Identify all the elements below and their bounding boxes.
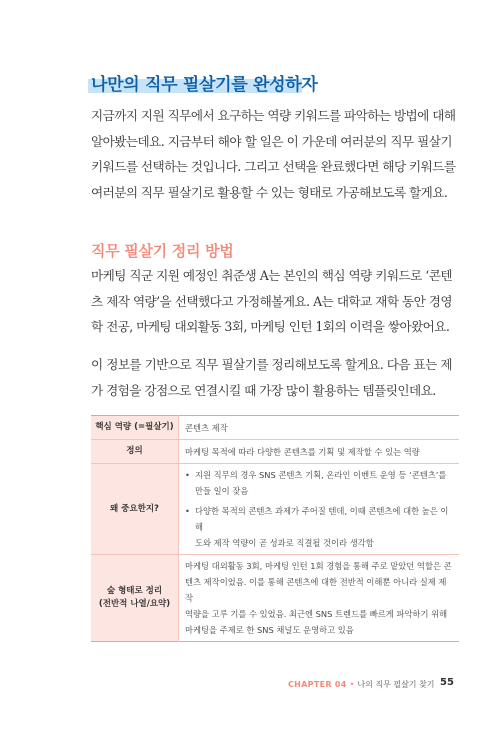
- example-line: 학 전공, 마케팅 대외활동 3회, 마케팅 인턴 1회의 이력을 쌓아왔어요.: [91, 319, 450, 334]
- example-paragraph: [91, 263, 452, 340]
- table-row: [91, 416, 459, 440]
- chapter-label: CHAPTER 04: [288, 680, 347, 689]
- row-value: [179, 464, 460, 555]
- template-intro-paragraph: [91, 352, 452, 403]
- intro-paragraph: [91, 103, 456, 205]
- skill-template-table: [91, 415, 459, 642]
- intro-line: 여러분의 직무 필살기로 활용할 수 있는 형태로 가공해보도록 할게요.: [91, 184, 448, 200]
- example-line: 마케팅 직군 지원 예정인 취준생 A는 본인의 핵심 역량 키워드로 ‘콘텐: [91, 268, 452, 283]
- section-title: 나만의 직무 필살기를 완성하자: [91, 75, 318, 95]
- row-label: 정의: [91, 440, 179, 464]
- subsection-title: 직무 필살기 정리 방법: [91, 242, 234, 260]
- row-label: 숲 형태로 정리 (전반적 나열/요약): [91, 555, 179, 642]
- table-row: [91, 555, 459, 642]
- template-intro-line: 이 정보를 기반으로 직무 필살기를 정리해보도록 할게요. 다음 표는 제: [91, 357, 452, 372]
- bullet-item: • 다양한 목적의 콘텐츠 과제가 주어질 텐데, 이때 콘텐츠에 대한 높은 이해 도와 제작 역량이 곧 성과로 직결될 것이라 생각함: [185, 503, 453, 551]
- example-line: 츠 제작 역량’을 선택했다고 가정해볼게요. A는 대학교 재학 동안 경영: [91, 293, 452, 309]
- row-value: 마케팅 대외활동 3회, 마케팅 인턴 1회 경험을 통해 주로 맡았던 역할은 콘 텐츠 제작이었음. 이를 통해 콘텐츠에 대한 전반적 이해뿐 아니라 실제 제작 역량을 고루 기를 수 있었음. 최근엔 SNS 트렌드를 빠르게 파악하기 위해 마케팅을 주제로 한 SNS 채널도 운영하고 있음: [185, 561, 452, 635]
- template-intro-line: 가 경험을 강점으로 연결시킬 때 가장 많이 활용하는 템플릿인데요.: [91, 382, 436, 398]
- row-value: 마케팅 목적에 따라 다양한 콘텐츠를 기획 및 제작할 수 있는 역량: [179, 440, 460, 464]
- intro-line: 지금까지 지원 직무에서 요구하는 역량 키워드를 파악하는 방법에 대해: [91, 108, 456, 123]
- running-footer: [288, 679, 435, 690]
- table-row: [91, 440, 459, 464]
- row-value: 콘텐츠 제작: [179, 416, 460, 440]
- intro-line: 알아봤는데요. 지금부터 해야 할 일은 이 가운데 여러분의 직무 필살기: [91, 133, 452, 149]
- table-row: [91, 464, 459, 555]
- row-label: 왜 중요한지?: [91, 464, 179, 555]
- bullet-dot-icon: •: [185, 506, 190, 516]
- bullet-dot-icon: •: [185, 470, 190, 480]
- chapter-title: 나의 직무 필살기 찾기: [357, 680, 435, 689]
- section-title-wrap: [91, 70, 317, 95]
- page-number: 55: [440, 677, 454, 688]
- row-label: 핵심 역량 (=필살기): [91, 416, 179, 440]
- footer-separator: •: [349, 680, 355, 689]
- bullet-item: • 지원 직무의 경우 SNS 콘텐츠 기획, 온라인 이벤트 운영 등 ‘콘텐츠’를 만들 일이 잦음: [185, 467, 453, 499]
- intro-line: 키워드를 선택하는 것입니다. 그리고 선택을 완료했다면 해당 키워드를: [91, 159, 456, 174]
